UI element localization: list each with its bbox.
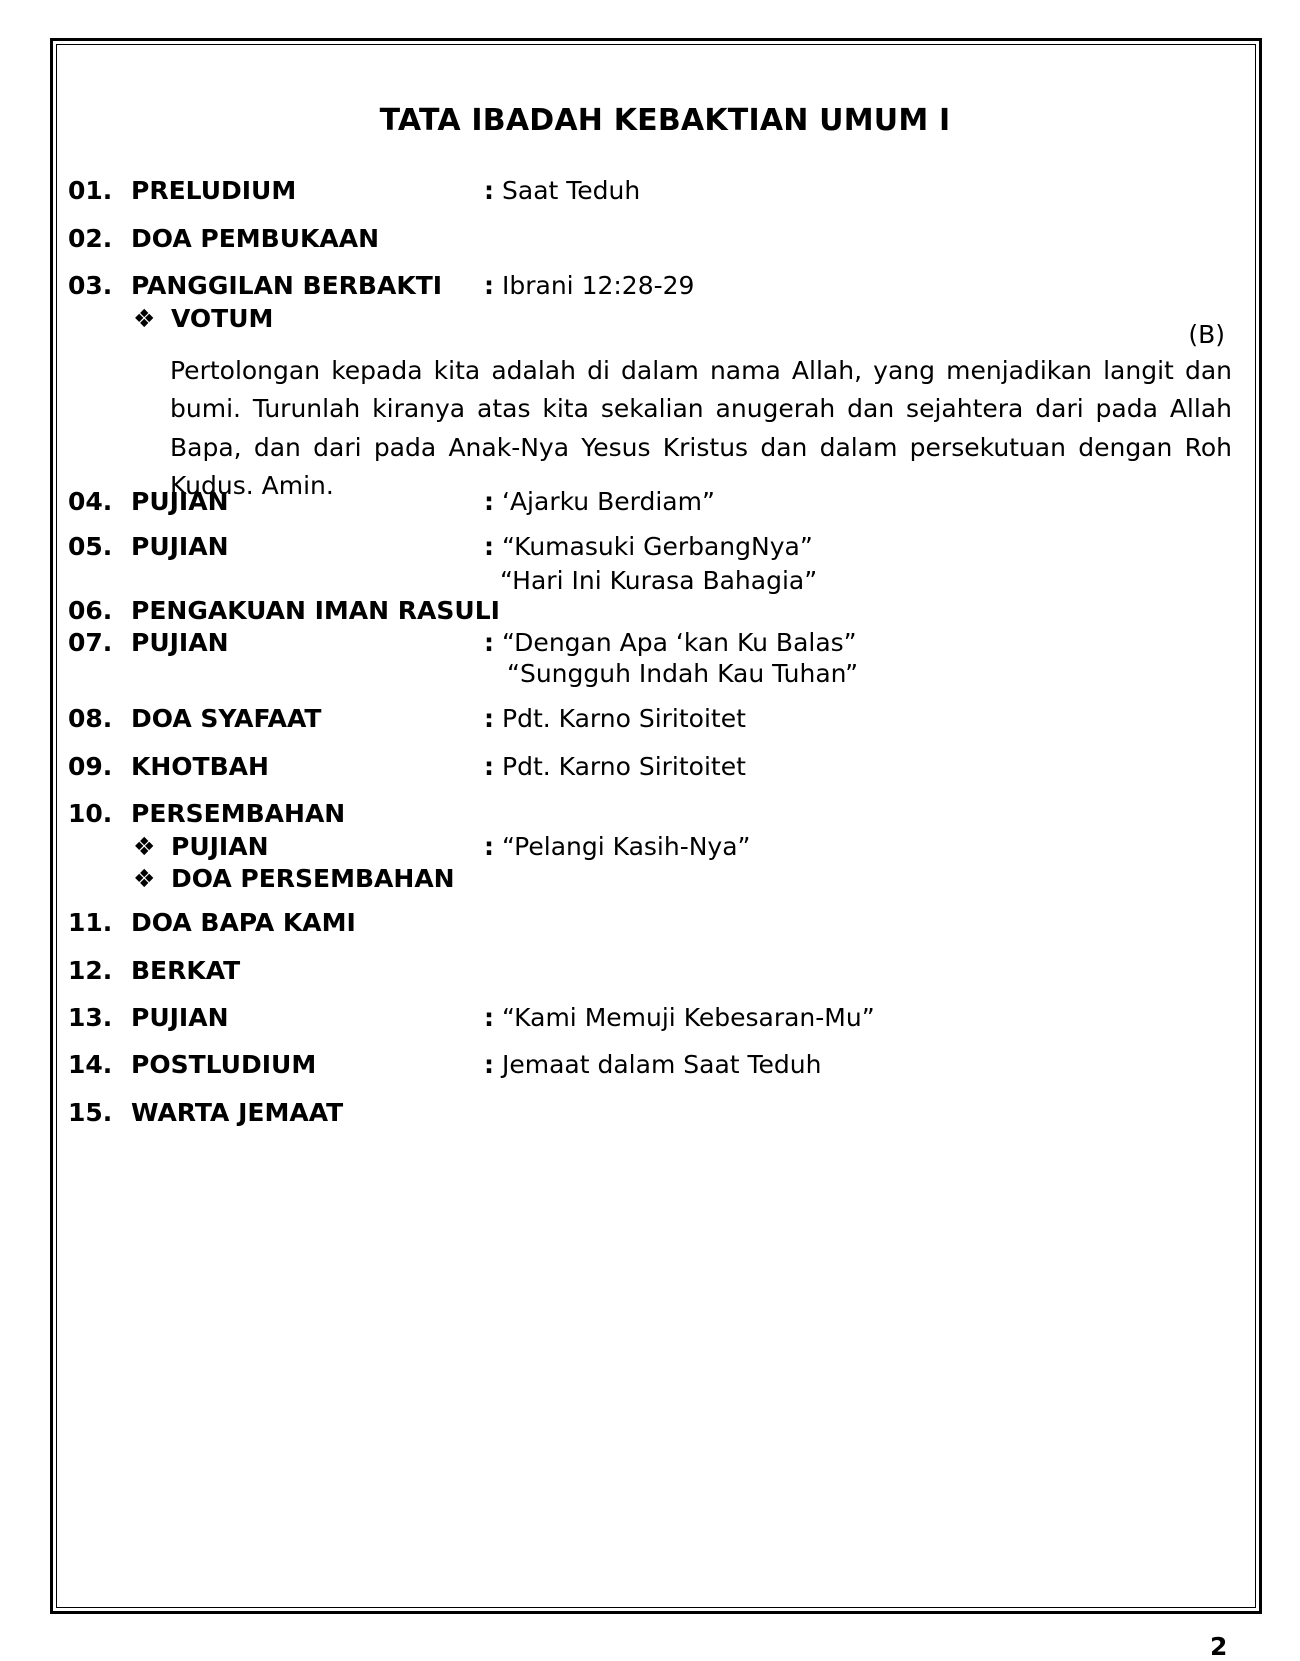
sub-item-votum [133,304,273,333]
item-colon: : [484,752,494,781]
item-colon: : [484,704,494,733]
item-number: 10. [68,799,113,828]
item-label: PANGGILAN BERBAKTI [131,271,443,300]
item-label: PUJIAN [131,532,229,561]
item-label: PERSEMBAHAN [131,799,346,828]
item-value: “Kami Memuji Kebesaran-Mu” [502,1003,875,1032]
diamond-bullet-icon: ❖ [133,864,156,893]
sub-item-pujian [133,832,269,861]
item-label: PUJIAN [131,628,229,657]
item-colon: : [484,271,494,300]
item-label: KHOTBAH [131,752,269,781]
item-colon: : [484,532,494,561]
item-label: DOA BAPA KAMI [131,908,356,937]
item-label: BERKAT [131,956,241,985]
document-title: TATA IBADAH KEBAKTIAN UMUM I [379,103,951,138]
item-number: 09. [68,752,113,781]
item-colon: : [484,1050,494,1079]
item-value: ‘Ajarku Berdiam” [502,487,715,516]
item-value: Saat Teduh [502,176,641,205]
item-number: 07. [68,628,113,657]
item-colon: : [484,628,494,657]
item-value: “Kumasuki GerbangNya” [502,532,813,561]
item-label: PUJIAN [131,487,229,516]
item-number: 02. [68,224,113,253]
item-number: 06. [68,596,113,625]
item-number: 05. [68,532,113,561]
item-number: 01. [68,176,113,205]
item-colon: : [484,1003,494,1032]
item-number: 12. [68,956,113,985]
item-value: “Hari Ini Kurasa Bahagia” [500,566,818,595]
sub-item-label: PUJIAN [171,832,269,861]
item-label: PUJIAN [131,1003,229,1032]
sub-item-label: VOTUM [171,304,274,333]
item-value: Pdt. Karno Siritoitet [502,704,746,733]
diamond-bullet-icon: ❖ [133,832,156,861]
sub-item-doa-persembahan [133,864,455,893]
page-number: 2 [1210,1632,1228,1661]
item-colon: : [484,832,494,861]
item-value: Ibrani 12:28-29 [502,271,695,300]
item-number: 08. [68,704,113,733]
sub-item-label: DOA PERSEMBAHAN [171,864,455,893]
item-value: “Pelangi Kasih-Nya” [502,832,751,861]
item-value: Jemaat dalam Saat Teduh [502,1050,822,1079]
item-label: DOA PEMBUKAAN [131,224,380,253]
item-value: Pdt. Karno Siritoitet [502,752,746,781]
diamond-bullet-icon: ❖ [133,304,156,333]
item-number: 14. [68,1050,113,1079]
item-number: 11. [68,908,113,937]
item-colon: : [484,487,494,516]
item-number: 04. [68,487,113,516]
item-colon: : [484,176,494,205]
item-number: 03. [68,271,113,300]
votum-paragraph: Pertolongan kepada kita adalah di dalam nama Allah, yang menjadikan langit dan bumi. Turunlah kiranya atas kita sekalian anugerah dan sejahtera dari pada Allah Bapa, dan dari pada Anak-Nya Yesus Kristus dan dalam persekutuan dengan Roh Kudus. Amin. [170,356,1232,500]
item-label: WARTA JEMAAT [131,1098,344,1127]
item-label: PRELUDIUM [131,176,297,205]
item-label: DOA SYAFAAT [131,704,322,733]
item-label: PENGAKUAN IMAN RASULI [131,596,500,625]
item-value: “Sungguh Indah Kau Tuhan” [507,659,859,688]
item-number: 13. [68,1003,113,1032]
item-number: 15. [68,1098,113,1127]
item-value: “Dengan Apa ‘kan Ku Balas” [502,628,857,657]
item-label: POSTLUDIUM [131,1050,317,1079]
responder-mark: (B) [1188,320,1225,349]
